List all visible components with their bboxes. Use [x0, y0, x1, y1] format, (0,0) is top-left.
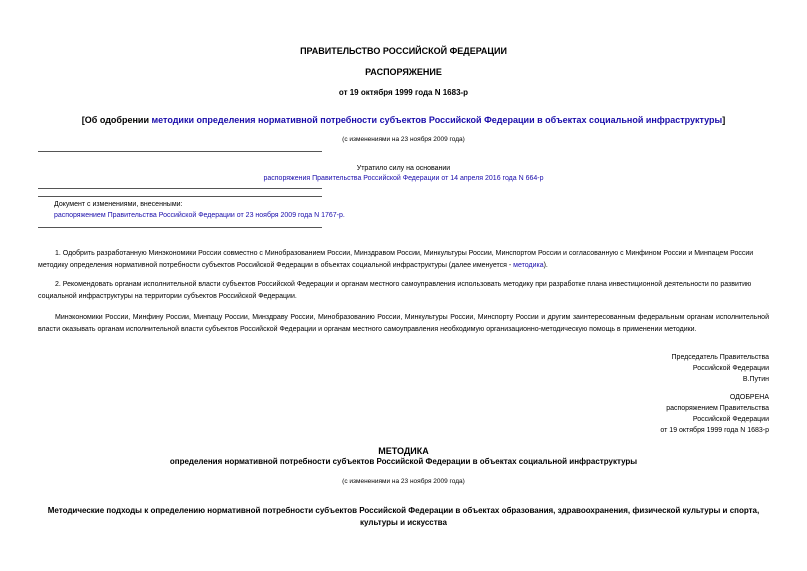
section-heading: Методические подходы к определению нормативной потребности субъектов Российской Федерации в объектах образования, здравоохранения, физической культуры и спорта, культуры и искусства [47, 506, 760, 527]
document-title [0, 115, 807, 125]
government-heading: ПРАВИТЕЛЬСТВО РОССИЙСКОЙ ФЕДЕРАЦИИ [300, 46, 507, 56]
signature-block [672, 352, 769, 385]
methodology-changes-note: (с изменениями на 23 ноября 2009 года) [342, 478, 465, 485]
lost-force-text: Утратило силу на основании [356, 165, 451, 172]
amendment-order-link[interactable]: распоряжением Правительства Российской Федерации от 23 ноября 2009 года N 1767-р. [54, 212, 345, 219]
paragraph-1 [38, 248, 769, 272]
paragraph-1-end: ). [543, 262, 548, 269]
paragraph-3: Минэкономики России, Минфину России, Минпацу России, Минздраву России, Минобразованию России, Минкультуры России, Минспорту России и другим заинтересованным федеральным органам исполнительной власти оказывать органам исполнительной власти субъектов Российской Федерации и органам местного самоуправления необходимую организационно-методическую помощь в применении методики. [38, 314, 769, 333]
signature-position: Председатель Правительства [671, 354, 769, 361]
methodology-title: МЕТОДИКА [378, 446, 429, 456]
amendments-label: Документ с изменениями, внесенными: [54, 201, 183, 208]
divider-line [38, 151, 322, 152]
approval-label: ОДОБРЕНА [729, 394, 769, 401]
document-date-number: от 19 октября 1999 года N 1683-р [338, 88, 469, 97]
changes-note: (с изменениями на 23 ноября 2009 года) [342, 136, 465, 143]
methodology-subtitle: определения нормативной потребности субъектов Российской Федерации в объектах социальной инфраструктуры [169, 457, 638, 466]
paragraph-1-text: 1. Одобрить разработанную Минэкономики России совместно с Минобразованием России, Минздравом России, Минкультуры России, Минспортом России и согласованную с Минфином России и Минпацем России методику определения нормативной потребности субъектов Российской Федерации в объектах социальной инфраструктуры (далее именуется - [38, 250, 754, 269]
signature-name: В.Путин [742, 376, 769, 383]
approval-date: от 19 октября 1999 года N 1683-р [660, 427, 769, 434]
repeal-order-link[interactable]: распоряжения Правительства Российской Федерации от 14 апреля 2016 года N 664-р [263, 175, 544, 182]
divider-line [38, 188, 322, 189]
signature-country: Российской Федерации [692, 365, 769, 372]
title-bracket-open: [Об одобрении [81, 115, 152, 125]
title-bracket-close: ] [722, 115, 726, 125]
approval-order: распоряжением Правительства [666, 405, 769, 412]
divider-line [38, 227, 322, 228]
divider-line [38, 196, 322, 197]
methodology-title-link[interactable]: методики определения нормативной потребности субъектов Российской Федерации в объектах социальной инфраструктуры [151, 115, 723, 125]
paragraph-2: 2. Рекомендовать органам исполнительной власти субъектов Российской Федерации и органам местного самоуправления использовать методику при разработке плана инвестиционной деятельности по развитию социальной инфраструктуры на территории субъектов Российской Федерации. [38, 281, 752, 300]
approval-country: Российской Федерации [692, 416, 769, 423]
methodology-link[interactable]: методика [513, 262, 544, 269]
approval-block [660, 392, 769, 436]
document-type: РАСПОРЯЖЕНИЕ [365, 67, 442, 77]
